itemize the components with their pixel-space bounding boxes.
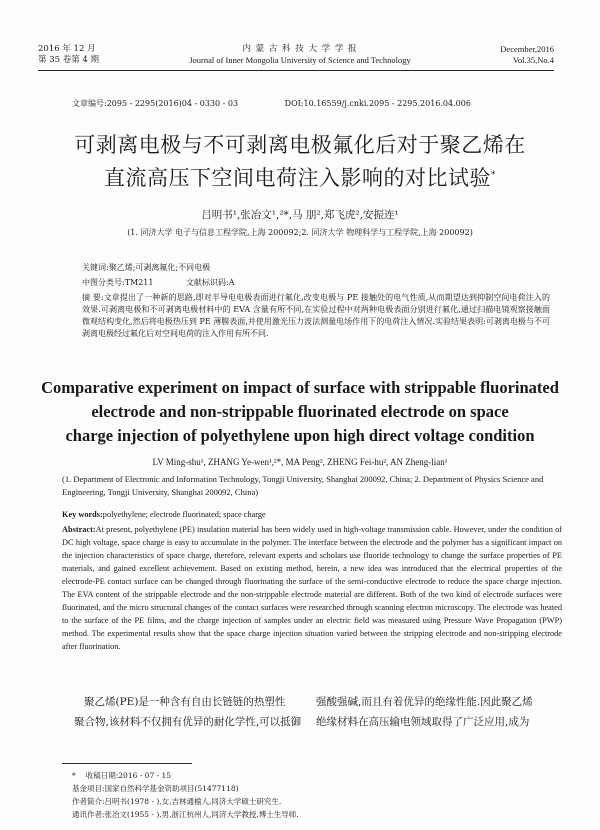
footnote-fund: 基金项目:国家自然科学基金资助项目(51477118) xyxy=(72,784,239,793)
abstract-cn: 摘 要:文章提出了一种新的思路,即对半导电电极表面进行氟化,改变电极与 PE 接触处的电气性质,从而期望达到抑制空间电荷注入的效果.可剥离电极和不可剥离电极材料中的 EVA 含量有所不同,在实验过程中对两种电极表面分别进行氟化,通过扫描电镜观察接触面微观结构变化,然后将电极热压到 PE 薄膜表面,并使用激光压力波法测量电场作用下的电荷注入情况.实验结果表明:可剥离电极与不可剥离电极经过氟化后对空间电荷的注入作用有所不同. xyxy=(82,293,550,338)
received-date: 收稿日期:2016 - 07 - 15 xyxy=(85,771,172,780)
authors-cn: 吕明书¹,张冶文¹,²*,马 朋²,郑飞虎²,安振连¹ xyxy=(201,209,399,221)
title-cn-line1: 可剥离电极与不可剥离电极氟化后对于聚乙烯在 xyxy=(74,133,526,157)
footnote-star-icon: * xyxy=(72,771,76,780)
journal-volume: 第 35 卷第 4 期 xyxy=(38,55,100,65)
journal-name-cn: 内 蒙 古 科 技 大 学 学 报 xyxy=(242,44,358,54)
title-footnote-mark: * xyxy=(491,170,496,180)
journal-name xyxy=(150,44,450,66)
doi: DOI:10.16559/j.cnki.2095 - 2295.2016.04.006 xyxy=(284,99,471,108)
abstract-en-label: Abstract: xyxy=(62,525,96,534)
keywords-en-text: polyethylene; electrode fluorinated; space charge xyxy=(102,510,266,519)
body-column-right xyxy=(316,692,552,732)
header-rule xyxy=(38,70,554,71)
article-number: 文章编号:2095 - 2295(2016)04 - 0330 - 03 xyxy=(72,99,239,108)
journal-date-en xyxy=(500,44,554,66)
keywords-en-label: Key words: xyxy=(62,510,103,519)
footnote-corresponding: 通讯作者:张冶文(1955 - ),男,浙江杭州人,同济大学教授,博士生导师. xyxy=(72,810,299,819)
body-right-line1: 强酸强碱,而且有着优异的绝缘性能.因此聚乙烯 xyxy=(316,696,533,708)
title-cn-line2: 直流高压下空间电荷注入影响的对比试验 xyxy=(104,166,491,190)
journal-date: 2016 年 12 月 xyxy=(38,44,96,54)
body-left-line2: 聚合物,该材料不仅拥有优异的耐化学性,可以抵御 xyxy=(74,716,302,728)
journal-month-en: December,2016 xyxy=(500,44,554,54)
abstract-en-text: At present, polyethylene (PE) insulation material has been widely used in high-voltage transmission cable. However, under the condition of DC high voltage, space charge is easy to accumulate in the polymer. The interface between the electrode and the polymer has a significant impact on the injection characteristics of space charge, therefore, relevant experts and scholars use fluoride technology to change the surface properties of PE materials, and gained excellent achievement. Based on existing method, herein, a new idea was introduced that the electrical properties of the electrode-PE contact surface can be changed through fluorinating the surface of the semi-conductive electrode to reduce the space charge injection. The EVA content of the strippable electrode and the non-strippable electrode material are different. Both of the two kind of electrode surfaces were fluorinated, and the micro structural changes of the contact surfaces were researched through scanning electron microscopy. The electrode was heated to the surface of the PE films, and the charge injection of samples under an electric field was measured using Pressure Wave Propagation (PWP) method. The experimental results show that the space charge injection situation varied between the stripping electrode and non-stripping electrode after fluorination. xyxy=(62,525,562,651)
article-meta xyxy=(72,98,515,109)
body-column-left xyxy=(74,692,310,732)
body-left-line1: 聚乙烯(PE)是一种含有自由长链链的热塑性 xyxy=(84,696,286,708)
abstract-en xyxy=(62,523,562,653)
title-cn xyxy=(20,130,580,193)
affiliation-en: (1. Department of Electronic and Information Technology, Tongji University, Shanghai 200092, China; 2. Department of Physics Science and Engineering, Tongji University, Shanghai 200092, China) xyxy=(62,474,544,497)
classification-row xyxy=(82,277,552,289)
journal-vol-en: Vol.35,No.4 xyxy=(512,55,554,65)
keywords-en xyxy=(62,508,562,521)
classification-number: 中图分类号:TM211 xyxy=(82,278,154,287)
title-en-line1: Comparative experiment on impact of surface with strippable fluorinated xyxy=(41,378,559,397)
footnote-author: 作者简介:吕明书(1978 - ),女,吉林通榆人,同济大学硕士研究生. xyxy=(72,797,282,806)
footnote-received xyxy=(72,770,171,782)
footnote-rule xyxy=(62,763,192,764)
journal-name-en: Journal of Inner Mongolia University of Science and Technology xyxy=(189,55,411,65)
title-en xyxy=(20,376,580,448)
title-en-line2: electrode and non-strippable fluorinated electrode on space xyxy=(91,402,509,421)
title-cn-line2-wrap xyxy=(20,160,580,193)
journal-date-volume xyxy=(38,44,99,66)
keywords-cn: 关键词:聚乙烯;可剥离氟化;不同电极 xyxy=(82,263,211,272)
authors-en: LV Ming-shu¹, ZHANG Ye-wen¹,²*, MA Peng², ZHENG Fei-hu², AN Zheng-lian¹ xyxy=(152,457,448,467)
title-en-line3: charge injection of polyethylene upon high direct voltage condition xyxy=(65,426,535,445)
body-right-line2: 绝缘材料在高压输电领域取得了广泛应用,成为 xyxy=(316,716,530,728)
affiliation-cn: (1. 同济大学 电子与信息工程学院,上海 200092;2. 同济大学 物理科学与工程学院,上海 200092) xyxy=(127,228,473,237)
document-code: 文献标识码:A xyxy=(186,278,235,287)
